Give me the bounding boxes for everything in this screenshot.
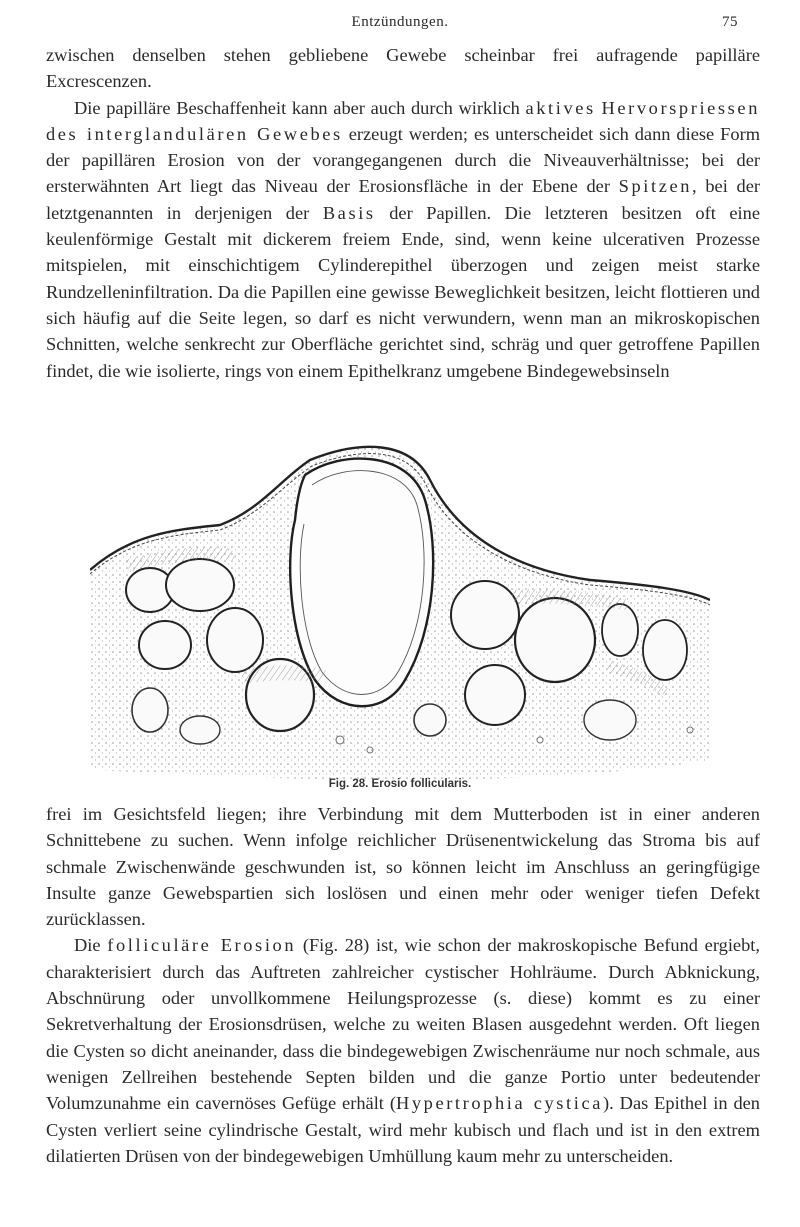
text-run: Die papilläre Beschaffenheit kann aber auch durch wirklich	[74, 97, 526, 118]
emphasis-spitzen: Spitzen	[618, 176, 693, 197]
figure-caption: Fig. 28. Erosio follicularis.	[328, 778, 472, 790]
text-run: , bei der letztgenannten in derjenigen der	[46, 176, 760, 223]
emphasis-basis: Basis	[322, 202, 376, 223]
running-head	[0, 14, 800, 38]
text-run: erzeugt werden; es unterscheidet sich dann diese Form der papillären Erosion von der vorangegangenen durch die Niveauverhältnisse; bei der ersterwähnten Art liegt das Niveau der Erosionsfläche in der Ebene der	[46, 123, 761, 197]
paragraph-2	[46, 95, 760, 384]
histology-illustration	[90, 440, 710, 780]
paragraph-3: frei im Gesichtsfeld liegen; ihre Verbindung mit dem Mutterboden ist in einer anderen Schnittebene zu suchen. Wenn infolge reichlicher Drüsenentwickelung das Stroma bis auf schmale Zwischenwände geschwunden ist, so können leicht im Anschluss an geringfügige Insulte ganze Gewebspartien sich loslösen und einen mehr oder weniger tiefen Defekt zurücklassen.	[46, 804, 760, 930]
text-run: Die	[74, 935, 108, 956]
text-run: der Papillen. Die letzteren besitzen oft eine keulenförmige Gestalt mit dickerem freiem Ende, sind, wenn keine ulcerativen Prozesse mitspielen, mit einschichtigem Cylinderepithel überzogen und zeigen meist starke Rundzelleninfiltration. Da die Papillen eine gewisse Beweglichkeit besitzen, leicht flottieren und sich häufig auf die Seite legen, so darf es nicht verwundern, wenn man an mikroskopischen Schnitten, welche senkrecht zur Oberfläche gerichtet sind, schräg und quer getroffene Papillen findet, die wie isolierte, rings von einem Epithelkranz umgebene Bindegewebsinseln	[46, 202, 760, 381]
page-number: 75	[722, 14, 738, 30]
paragraph-4	[46, 932, 760, 1169]
emphasis-hypertrophia-cystica: Hypertrophia cystica	[395, 1093, 604, 1114]
emphasis-folliculaere-erosion: folliculäre Erosion	[107, 935, 297, 956]
emphasis-hervorspriessen: Hervorspriessen des interglandulären Gewebes	[46, 97, 760, 144]
text-block-bottom	[46, 801, 760, 1169]
text-run: (Fig. 28) ist, wie schon der makroskopische Befund ergiebt, charakterisiert durch das Auftreten zahlreicher cystischer Hohlräume. Durch Abknickung, Abschnürung oder unvollkommene Heilungsprozesse (s. diese) kommt es zu einer Sekretverhaltung der Erosionsdrüsen, welche zu weiten Blasen ausgedehnt werden. Oft liegen die Cysten so dicht aneinander, dass die bindegewebigen Zwischenräume nur noch schmale, aus wenigen Zellreihen bestehende Septen bilden und die ganze Portio unter bedeutender Volumzunahme ein cavernöses Gefüge erhält (	[46, 935, 760, 1114]
emphasis-aktives: aktives	[525, 97, 596, 118]
running-title: Entzündungen.	[351, 14, 449, 30]
text-block-top	[46, 42, 760, 384]
text-run: ). Das Epithel in den Cysten verliert seine cylindrische Gestalt, wird mehr kubisch und flach und ist in den extrem dilatierten Drüsen von der bindegewebigen Umhüllung kaum mehr zu unterscheiden.	[46, 1093, 761, 1166]
paragraph-1: zwischen denselben stehen gebliebene Gewebe scheinbar frei aufragende papilläre Excrescenzen.	[46, 45, 760, 92]
figure-erosio-follicularis	[90, 440, 710, 780]
